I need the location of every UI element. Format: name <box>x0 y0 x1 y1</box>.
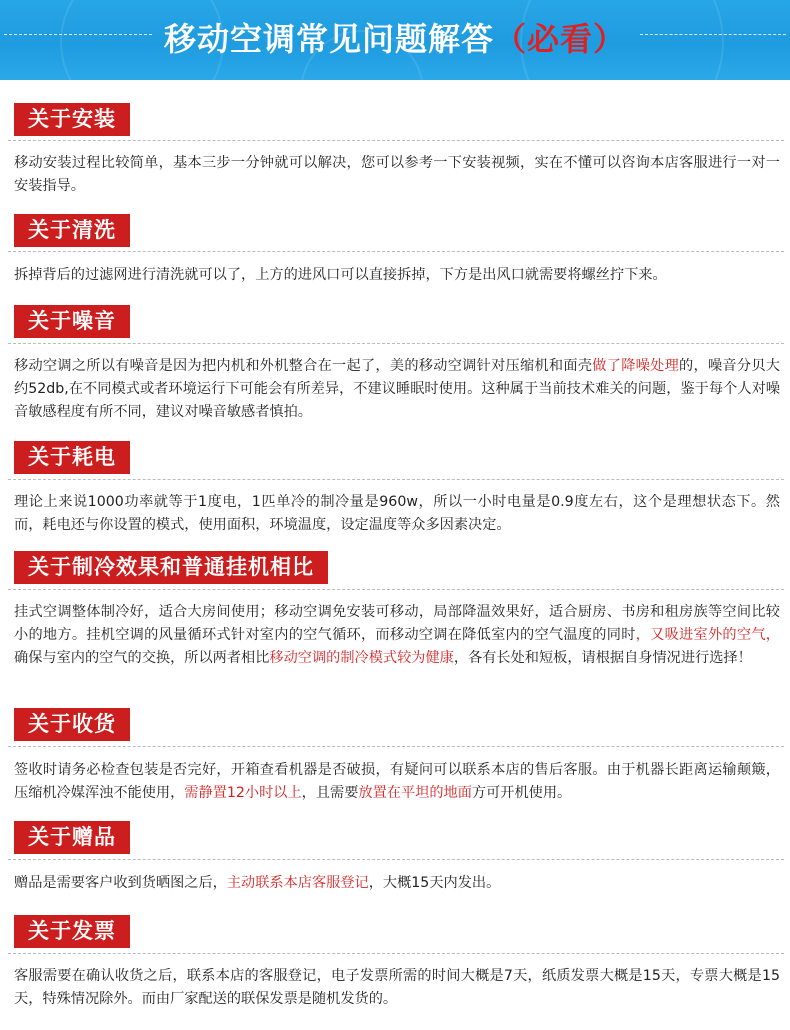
section-heading-cooling-comparison: 关于制冷效果和普通挂机相比 <box>14 551 328 584</box>
body-text: 理论上来说1000功率就等于1度电，1匹单冷的制冷量是960w，所以一小时电量是0.9度左右，这个是理想状态下。然而，耗电还与你设置的模式，使用面积，环境温度，设定温度等众多因素决定。 <box>14 494 780 533</box>
section-heading-noise: 关于噪音 <box>14 305 130 338</box>
body-text: ，各有长处和短板，请根据自身情况进行选择！ <box>453 650 752 666</box>
section-divider <box>8 140 784 141</box>
highlight-text: 放置在平坦的地面 <box>358 785 472 801</box>
section-body-gifts <box>14 872 780 895</box>
body-text: 拆掉背后的过滤网进行清洗就可以了，上方的进风口可以直接拆掉，下方是出风口就需要将螺丝拧下来。 <box>14 267 667 283</box>
section-divider <box>8 589 784 590</box>
page-title-highlight: （必看） <box>494 20 627 58</box>
body-text: 移动空调之所以有噪音是因为把内机和外机整合在一起了，美的移动空调针对压缩机和面壳 <box>14 358 593 374</box>
body-text: ，大概15天内发出。 <box>368 875 501 891</box>
section-body-noise <box>14 355 780 424</box>
highlight-text: ，又吸进室外的空气， <box>635 627 780 643</box>
section-body-cooling-comparison <box>14 601 780 670</box>
section-body-power <box>14 491 780 537</box>
body-text: 确保与室内的空气的交换，所以两者相比 <box>14 650 270 666</box>
body-text: 挂式空调整体制冷好，适合大房间使用；移动空调免安装可移动，局部降温效果好，适合厨房、书房和租房族等空间比较小的地方。挂机空调的风量循环式针对室内的空气循环，而移动空调在降低室内的空气温度的同时 <box>14 604 780 643</box>
section-heading-receiving: 关于收货 <box>14 708 130 741</box>
body-text: 签收时请务必检查包装是否完好，开箱查看机器是否破损，有疑问可以联系本店的售后客服。由于机器长距离运输颠簸，压缩机冷媒浑浊不能使用， <box>14 762 780 801</box>
section-heading-gifts: 关于赠品 <box>14 821 130 854</box>
header-banner <box>0 0 790 80</box>
body-text: 移动安装过程比较简单，基本三步一分钟就可以解决，您可以参考一下安装视频，实在不懂可以咨询本店客服进行一对一安装指导。 <box>14 155 780 194</box>
page-title <box>0 14 790 60</box>
section-divider <box>8 746 784 747</box>
highlight-text: 做了降噪处理 <box>592 358 680 374</box>
body-text: 赠品是需要客户收到货晒图之后， <box>14 875 227 891</box>
body-text: 方可开机使用。 <box>471 785 572 801</box>
section-divider <box>8 859 784 860</box>
section-body-receiving <box>14 759 780 805</box>
section-body-cleaning <box>14 264 780 287</box>
section-divider <box>8 479 784 480</box>
section-heading-power: 关于耗电 <box>14 441 130 474</box>
body-text: ，且需要 <box>301 785 359 801</box>
highlight-text: 需静置12小时以上 <box>184 785 302 801</box>
section-body-installation <box>14 152 780 198</box>
highlight-text: 移动空调的制冷模式较为健康 <box>269 650 454 666</box>
section-body-invoice <box>14 965 780 1011</box>
section-heading-cleaning: 关于清洗 <box>14 214 130 247</box>
page-title-main: 移动空调常见问题解答 <box>163 20 494 58</box>
body-text: 的，噪音分贝大约52db,在不同模式或者环境运行下可能会有所差异，不建议睡眠时使用。这种属于当前技术难关的问题，鉴于每个人对噪音敏感程度有所不同，建议对噪音敏感者慎拍。 <box>14 358 780 420</box>
body-text: 客服需要在确认收货之后，联系本店的客服登记，电子发票所需的时间大概是7天，纸质发票大概是15天，专票大概是15天，特殊情况除外。而由厂家配送的联保发票是随机发货的。 <box>14 968 780 1007</box>
section-heading-invoice: 关于发票 <box>14 915 130 948</box>
section-divider <box>8 251 784 252</box>
highlight-text: 主动联系本店客服登记 <box>226 875 369 891</box>
section-heading-installation: 关于安装 <box>14 103 130 136</box>
section-divider <box>8 953 784 954</box>
section-divider <box>8 343 784 344</box>
